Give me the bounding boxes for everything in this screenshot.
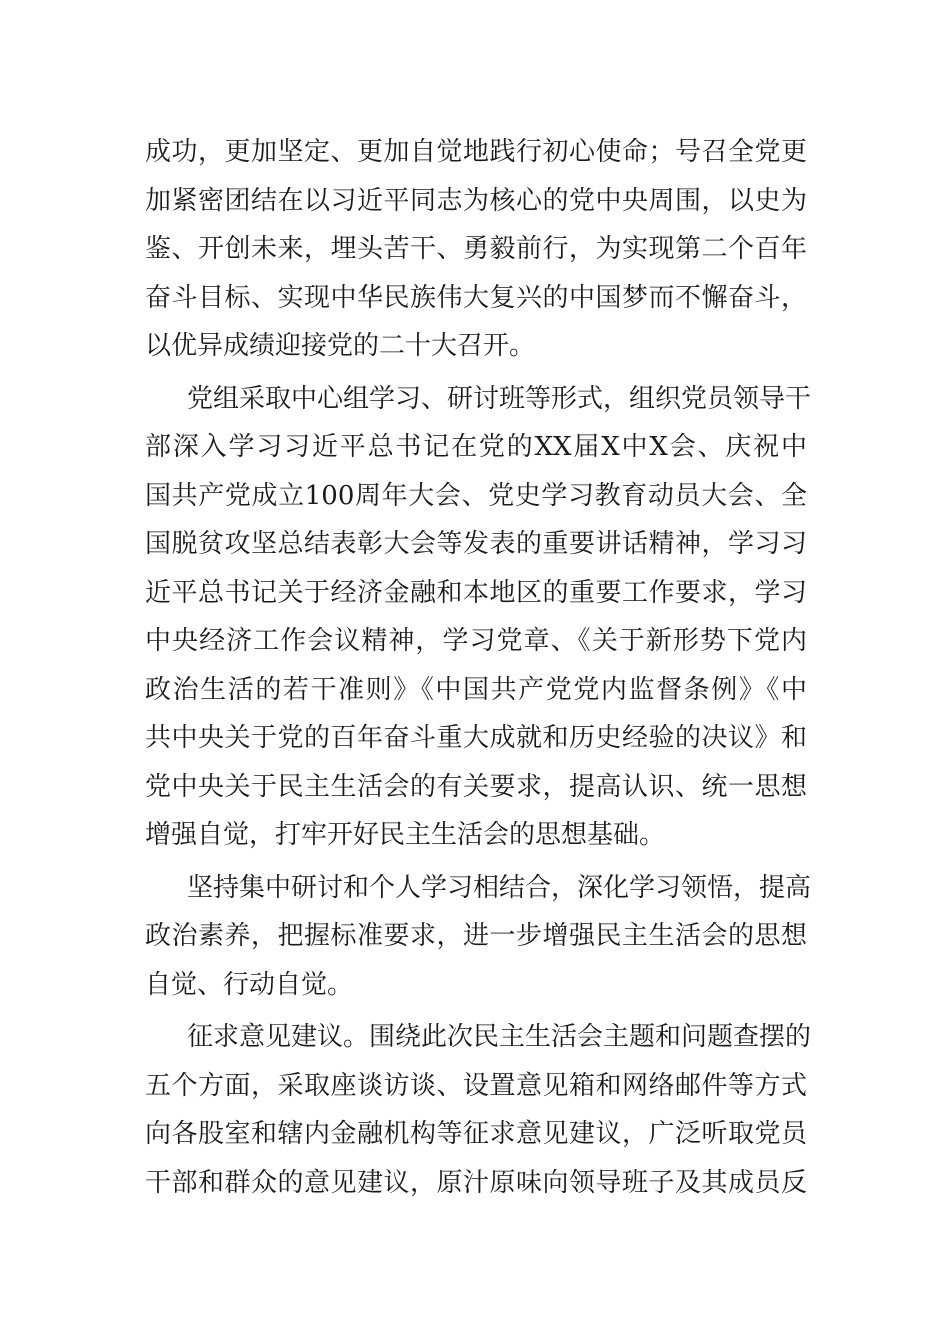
text-line: 共中央关于党的百年奋斗重大成就和历史经验的决议》和	[145, 723, 807, 753]
text-line: 部深入学习习近平总书记在党的XX届X中X会、庆祝中	[145, 432, 807, 462]
text-line: 党组采取中心组学习、研讨班等形式，组织党员领导干	[187, 383, 812, 414]
text-line: 干部和群众的意见建议，原汁原味向领导班子及其成员反	[145, 1167, 807, 1198]
text-line: 以优异成绩迎接党的二十大召开。	[145, 331, 536, 361]
text-line: 成功，更加坚定、更加自觉地践行初心使命；号召全党更	[145, 137, 807, 167]
text-line: 加紧密团结在以习近平同志为核心的党中央周围，以史为	[145, 185, 807, 216]
paragraph-3	[145, 864, 812, 1010]
text-line: 近平总书记关于经济金融和本地区的重要工作要求，学习	[145, 577, 807, 608]
text-line: 政治生活的若干准则》《中国共产党党内监督条例》《中	[145, 674, 807, 705]
text-line: 向各股室和辖内金融机构等征求意见建议，广泛听取党员	[145, 1119, 807, 1149]
text-line: 征求意见建议。围绕此次民主生活会主题和问题查摆的	[187, 1022, 812, 1052]
paragraph-1	[145, 128, 807, 371]
text-line: 五个方面，采取座谈访谈、设置意见箱和网络邮件等方式	[145, 1070, 807, 1101]
text-line: 国脱贫攻坚总结表彰大会等发表的重要讲话精神，学习习	[145, 529, 807, 559]
text-line: 奋斗目标、实现中华民族伟大复兴的中国梦而不懈奋斗，	[145, 282, 807, 313]
text-line: 增强自觉，打牢开好民主生活会的思想基础。	[145, 820, 666, 850]
text-line: 中央经济工作会议精神，学习党章、《关于新形势下党内	[145, 626, 807, 656]
text-line: 国共产党成立100周年大会、党史学习教育动员大会、全	[145, 480, 807, 511]
text-line: 党中央关于民主生活会的有关要求，提高认识、统一思想	[145, 771, 807, 802]
document-body	[145, 128, 812, 1207]
text-line: 自觉、行动自觉。	[145, 969, 354, 1000]
paragraph-4	[145, 1013, 812, 1207]
text-line: 坚持集中研讨和个人学习相结合，深化学习领悟，提高	[187, 872, 812, 903]
text-line: 鉴、开创未来，埋头苦干、勇毅前行，为实现第二个百年	[145, 234, 807, 264]
paragraph-2	[145, 375, 812, 860]
text-line: 政治素养，把握标准要求，进一步增强民主生活会的思想	[145, 921, 807, 951]
